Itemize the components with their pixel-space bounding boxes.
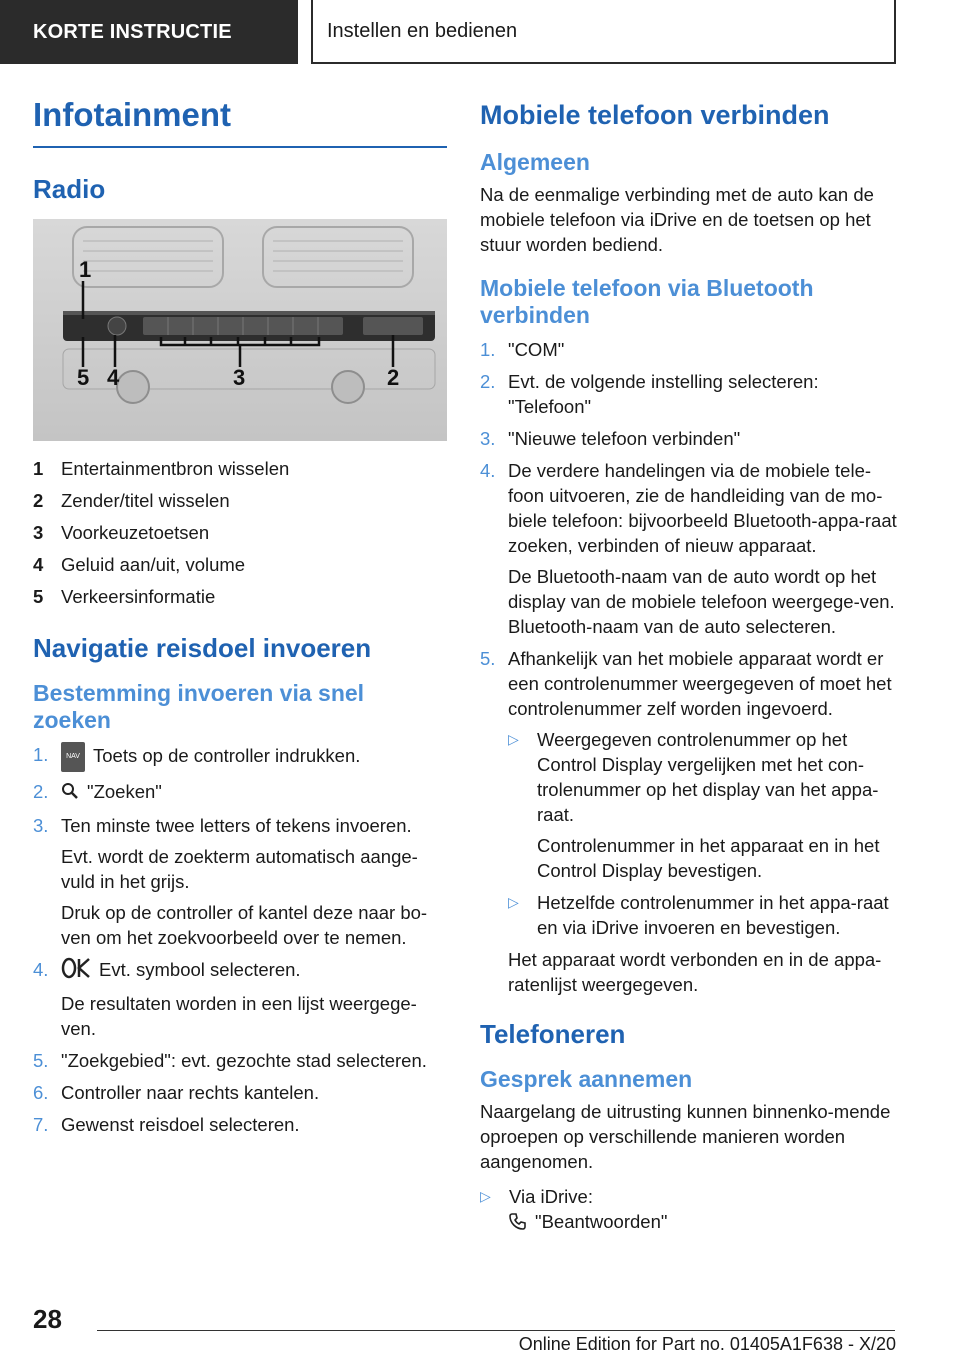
step-text: "COM" xyxy=(508,339,565,360)
step-number: 1. xyxy=(480,339,496,360)
step-text: "Zoeken" xyxy=(87,781,162,802)
list-item xyxy=(33,1112,447,1137)
sub-bullet xyxy=(508,727,900,883)
list-item xyxy=(33,957,447,1041)
triangle-bullet-icon: ▷ xyxy=(508,731,519,747)
list-item xyxy=(33,779,447,806)
left-column xyxy=(33,96,447,1144)
step-note: Evt. wordt de zoekterm automatisch aange-vuld in het grijs. xyxy=(61,845,418,892)
step-number: 3. xyxy=(480,428,496,449)
answer-text: Naargelang de uitrusting kunnen binnenko-mende oproepen op verschillende manieren worden aangenomen. xyxy=(480,1101,891,1172)
answer-heading: Gesprek aannemen xyxy=(480,1066,693,1092)
search-icon xyxy=(61,781,79,806)
step-number: 4. xyxy=(33,958,49,980)
general-heading: Algemeen xyxy=(480,149,590,175)
phone-handset-icon xyxy=(509,1211,527,1236)
step-text: Afhankelijk van het mobiele apparaat wordt er een controlenummer weergegeven of moet het controlenummer zelf worden ingevoerd. xyxy=(508,648,892,719)
bluetooth-heading: Mobiele telefoon via Bluetooth verbinden xyxy=(480,275,814,328)
sub-bullet xyxy=(480,1184,900,1236)
step-text: Evt. symbool selecteren. xyxy=(99,958,301,980)
list-item xyxy=(480,369,900,419)
step-text: Gewenst reisdoel selecteren. xyxy=(61,1113,300,1135)
callout-4: 4 xyxy=(107,365,120,390)
step-note: Druk op de controller of kantel deze naar bo-ven om het zoekvoorbeeld over te nemen. xyxy=(61,901,428,948)
list-item xyxy=(480,337,900,362)
step-text: "Zoekgebied": evt. gezochte stad selecteren. xyxy=(61,1049,427,1071)
legend-text: Verkeersinformatie xyxy=(61,586,216,607)
radio-panel-photo xyxy=(33,219,447,441)
callout-2: 2 xyxy=(387,365,400,390)
radio-heading: Radio xyxy=(33,174,106,204)
right-column xyxy=(480,96,900,1242)
footer-divider xyxy=(97,1330,895,1331)
page-header xyxy=(0,0,960,66)
quick-search-heading: Bestemming invoeren via snel zoeken xyxy=(33,680,365,733)
nav-steps xyxy=(33,742,447,1137)
callout-5: 5 xyxy=(77,365,90,390)
answer-bullet-text: Via iDrive: xyxy=(509,1186,593,1207)
step-note: De Bluetooth-naam van de auto wordt op het display van de mobiele telefoon weergege-ven. Bluetooth-naam van de auto selecteren. xyxy=(508,566,895,637)
general-text: Na de eenmalige verbinding met de auto kan de mobiele telefoon via iDrive en de toetsen op het stuur worden bediend. xyxy=(480,184,874,255)
chapter-tab xyxy=(311,0,896,64)
nav-button-icon: NAV xyxy=(61,742,85,772)
legend-number: 3 xyxy=(33,522,44,543)
legend-number: 5 xyxy=(33,586,44,607)
legend-row xyxy=(33,453,447,485)
step-number: 3. xyxy=(33,814,49,836)
step-text: Controller naar rechts kantelen. xyxy=(61,1081,320,1103)
step-number: 2. xyxy=(33,781,49,802)
step-text: "Nieuwe telefoon verbinden" xyxy=(508,428,741,449)
list-item xyxy=(480,426,900,451)
list-item xyxy=(480,646,900,997)
section-title-phone: Mobiele telefoon verbinden xyxy=(480,100,830,130)
step-text: Evt. de volgende instelling selecteren: "Telefoon" xyxy=(508,371,819,417)
section-tab-label: KORTE INSTRUCTIE xyxy=(33,20,232,43)
legend-text: Entertainmentbron wisselen xyxy=(61,458,290,479)
list-item xyxy=(33,742,447,772)
callout-3: 3 xyxy=(233,365,246,390)
list-item xyxy=(33,1080,447,1105)
list-item xyxy=(33,813,447,950)
photo-legend xyxy=(33,453,447,613)
sub-bullet-text: Weergegeven controlenummer op het Control Display vergelijken met het con-trolenummer op het display van het appa-raat. xyxy=(537,729,879,825)
legend-text: Zender/titel wisselen xyxy=(61,490,230,511)
ok-icon xyxy=(61,957,91,985)
legend-row xyxy=(33,549,447,581)
legend-row xyxy=(33,485,447,517)
step-text: Toets op de controller indrukken. xyxy=(93,744,361,766)
step-number: 6. xyxy=(33,1081,49,1103)
answer-action: "Beantwoorden" xyxy=(535,1211,668,1232)
section-tab xyxy=(0,0,298,64)
phone-heading: Telefoneren xyxy=(480,1019,626,1049)
page-number: 28 xyxy=(33,1304,62,1334)
step-number: 7. xyxy=(33,1113,49,1135)
step-number: 5. xyxy=(33,1049,49,1071)
edition-text: Online Edition for Part no. 01405A1F638 - X/20 xyxy=(518,1334,896,1354)
sub-bullet-note: Controlenummer in het apparaat en in het Control Display bevestigen. xyxy=(537,835,880,881)
step-text: Ten minste twee letters of tekens invoeren. xyxy=(61,814,412,836)
step-number: 5. xyxy=(480,648,496,669)
page-footer xyxy=(0,1290,960,1362)
list-item xyxy=(480,458,900,639)
step-number: 1. xyxy=(33,744,49,765)
step-note: De resultaten worden in een lijst weergege-ven. xyxy=(61,992,417,1039)
triangle-bullet-icon: ▷ xyxy=(508,894,519,910)
result-text: Het apparaat wordt verbonden en in de appa-ratenlijst weergegeven. xyxy=(508,949,882,995)
legend-number: 2 xyxy=(33,490,44,511)
radio-panel-illustration xyxy=(33,219,447,441)
list-item xyxy=(33,1048,447,1073)
sub-bullets xyxy=(508,727,900,940)
legend-text: Geluid aan/uit, volume xyxy=(61,554,246,575)
sub-bullet-text: Hetzelfde controlenummer in het appa-raat en via iDrive invoeren en bevestigen. xyxy=(537,892,889,938)
legend-number: 1 xyxy=(33,458,44,479)
legend-number: 4 xyxy=(33,554,44,575)
sub-bullet xyxy=(508,890,900,940)
triangle-bullet-icon: ▷ xyxy=(480,1188,491,1204)
chapter-tab-label: Instellen en bedienen xyxy=(327,19,518,42)
bluetooth-steps xyxy=(480,337,900,997)
legend-row xyxy=(33,517,447,549)
legend-row xyxy=(33,581,447,613)
step-text: De verdere handelingen via de mobiele tele-foon uitvoeren, zie de handleiding van de mo-biele telefoon: bijvoorbeeld Bluetooth-appa-raat zoeken, verbinden of nieuw apparaat. xyxy=(508,460,897,556)
page-title: Infotainment xyxy=(33,96,447,148)
answer-bullets xyxy=(480,1184,900,1236)
step-number: 4. xyxy=(480,460,496,481)
nav-heading: Navigatie reisdoel invoeren xyxy=(33,633,372,663)
callout-1: 1 xyxy=(79,257,92,282)
legend-text: Voorkeuzetoetsen xyxy=(61,522,210,543)
step-number: 2. xyxy=(480,371,496,392)
